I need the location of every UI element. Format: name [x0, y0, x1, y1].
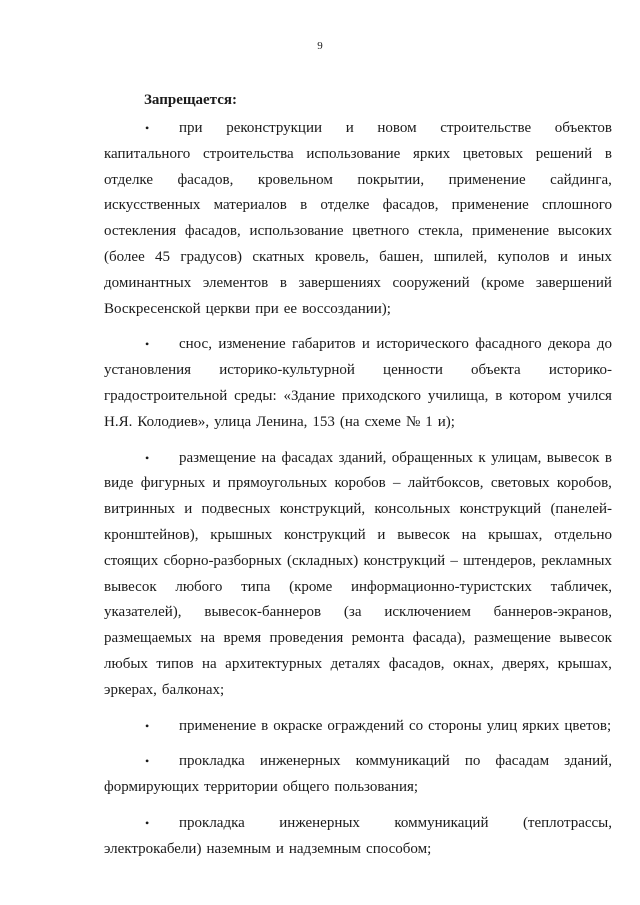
text-line [104, 775, 612, 801]
word: подвесных [201, 501, 271, 518]
word: изменение [218, 336, 286, 353]
word: цветовых [462, 145, 524, 162]
word: коммуникаций [355, 753, 450, 770]
word: конструкций, [279, 501, 366, 518]
word: улиц [486, 717, 518, 734]
list-item [104, 332, 612, 435]
word: размещение [473, 630, 551, 647]
word: штендеров, [463, 552, 537, 569]
word: строительстве [440, 120, 532, 136]
bullet-icon: • [145, 450, 150, 465]
word: сборно-разборных [163, 552, 282, 569]
word: Н.Я. [104, 413, 133, 430]
word: прокладка [179, 753, 245, 770]
word: отделке [104, 171, 154, 188]
text-line [104, 297, 612, 323]
word: крышах, [488, 526, 543, 543]
bullet-icon: • [145, 718, 150, 733]
word: конструкций [284, 526, 366, 543]
word: архитектурных [225, 655, 323, 672]
word: и [275, 840, 284, 857]
text-line [104, 219, 612, 245]
word: надземным [288, 840, 362, 857]
word: кровельном [257, 171, 333, 188]
word: вывесок [546, 449, 600, 466]
word: строительства [202, 145, 294, 162]
word: ярких [412, 145, 451, 162]
text-line [104, 626, 612, 652]
bullet-icon: • [145, 815, 150, 830]
word: фасадов, [177, 171, 234, 188]
list-item [104, 116, 612, 322]
word: и [345, 120, 354, 136]
text-line [104, 193, 612, 219]
word: применение [451, 197, 529, 214]
word: наземным [206, 840, 271, 857]
word: – [450, 552, 458, 569]
word: и [184, 501, 193, 518]
word: по [464, 753, 481, 770]
word: в [261, 717, 269, 734]
list-item [104, 749, 612, 801]
word: ремонта [351, 630, 405, 647]
word: реконструкции [226, 120, 323, 136]
word: габаритов [291, 336, 356, 353]
word: использование [306, 145, 401, 162]
word: окнах, [453, 655, 494, 672]
word: на [461, 526, 477, 543]
word: в [279, 274, 287, 291]
word: любых [104, 655, 148, 672]
text-line [104, 652, 612, 678]
word: воссоздании); [302, 300, 391, 317]
word: применение [448, 171, 526, 188]
word: решений [535, 145, 593, 162]
word: цветов; [564, 717, 612, 734]
word: балконах; [161, 681, 225, 698]
word: башен, [379, 248, 424, 265]
word: территории [204, 779, 278, 796]
word: церкви [205, 300, 251, 317]
word: конструкций [459, 501, 542, 518]
text-line [104, 116, 612, 142]
text-line [104, 271, 612, 297]
word: сайдинга, [550, 171, 612, 188]
word: (на [339, 413, 360, 430]
word: типов [156, 655, 194, 672]
word: типа [241, 578, 271, 595]
word: крышных [210, 526, 273, 543]
word: коробов [334, 475, 386, 492]
word: способом; [366, 840, 432, 857]
word: в [300, 197, 308, 214]
word: в [604, 145, 612, 162]
word: (складных) [286, 552, 359, 569]
word: и [377, 526, 386, 543]
word: завершений [535, 274, 612, 291]
word: объектов [554, 120, 612, 136]
word: фасадного [475, 336, 542, 353]
word: цветного [352, 223, 410, 240]
text-line [104, 245, 612, 271]
word: и); [437, 413, 455, 430]
word: окраске [273, 717, 323, 734]
word: и [361, 336, 370, 353]
word: скатных [252, 248, 305, 265]
word: рекламных [541, 552, 612, 569]
word: световых [490, 475, 550, 492]
text-line [104, 168, 612, 194]
word: лайтбоксов, [407, 475, 484, 492]
word: зданий, [564, 753, 612, 770]
text-line [104, 523, 612, 549]
word: (за [343, 604, 362, 621]
word: формирующих [104, 779, 200, 796]
word: объекта [471, 362, 521, 379]
word: вывесок [559, 630, 612, 647]
page-number: 9 [317, 40, 323, 52]
bullet-icon: • [145, 121, 150, 135]
text-line [104, 714, 612, 740]
word: отделке [320, 197, 370, 214]
word: (панелей- [550, 501, 612, 518]
word: коробов, [556, 475, 612, 492]
word: Колодиев», [137, 413, 210, 430]
word: фасадах [281, 449, 334, 466]
word: применение [179, 717, 257, 734]
word: сооружений [392, 274, 470, 291]
text-line [104, 600, 612, 626]
word: стоящих [104, 552, 159, 569]
text-line [104, 837, 612, 863]
word: размещаемых [104, 630, 192, 647]
word: размещение [179, 449, 256, 466]
word: высоких [557, 223, 612, 240]
text-line [104, 497, 612, 523]
word: куполов [497, 248, 550, 265]
word: Ленина, [256, 413, 308, 430]
word: время [223, 630, 262, 647]
word: прямоугольных [227, 475, 328, 492]
word: 45 [155, 248, 171, 265]
word: снос, [179, 336, 212, 353]
word: крышах, [557, 655, 612, 672]
word: в [604, 449, 612, 466]
word: и [559, 248, 568, 265]
text-line [104, 446, 612, 472]
word: стекла, [418, 223, 464, 240]
word: фасадов, [388, 655, 445, 672]
word: вывесок [104, 578, 157, 595]
word: инженерных [279, 814, 360, 831]
word: на [200, 630, 216, 647]
bullet-icon: • [145, 754, 150, 769]
word: фасадов, [184, 223, 241, 240]
word: при [179, 120, 203, 136]
list-item [104, 714, 612, 740]
word: среды: [234, 387, 277, 404]
list-item [104, 811, 612, 863]
text-line [104, 410, 612, 436]
word: инженерных [259, 753, 341, 770]
word: до [596, 336, 612, 353]
word: градусов) [180, 248, 243, 265]
word: шпилей, [433, 248, 488, 265]
word: зданий, [338, 449, 387, 466]
word: (более [104, 248, 145, 265]
word: консольных [374, 501, 451, 518]
bullet-icon: • [145, 337, 150, 352]
word: «Здание [283, 387, 336, 404]
word: деталях [330, 655, 381, 672]
word: любого [175, 578, 223, 595]
word: применение [471, 223, 550, 240]
word: на [261, 449, 277, 466]
text-line [104, 471, 612, 497]
word: отдельно [554, 526, 612, 543]
word: – [392, 475, 401, 492]
text-line [104, 332, 612, 358]
word: со [408, 717, 424, 734]
word: пользования; [334, 779, 419, 796]
word: искусственных [104, 197, 201, 214]
word: вывесок-баннеров [204, 604, 322, 621]
word: исключением [384, 604, 471, 621]
word: училища, [427, 387, 489, 404]
word: улица [214, 413, 252, 430]
word: табличек, [550, 578, 612, 595]
word: схеме [364, 413, 401, 430]
word: обращенных [391, 449, 473, 466]
word: кронштейнов), [104, 526, 199, 543]
word: указателей), [104, 604, 182, 621]
word: покрытии, [357, 171, 425, 188]
word: улицам, [491, 449, 542, 466]
word: (кроме [289, 578, 333, 595]
text-line [104, 749, 612, 775]
word: № [405, 413, 421, 430]
word: 1 [425, 413, 433, 430]
word: (теплотрассы, [522, 814, 612, 831]
word: доминантных [104, 274, 192, 291]
text-line [104, 384, 612, 410]
word: и [212, 475, 221, 492]
word: новом [377, 120, 417, 136]
word: ее [283, 300, 298, 317]
word: информационно-туристских [350, 578, 532, 595]
word: фасадам [495, 753, 550, 770]
word: фигурных [140, 475, 206, 492]
word: ярких [522, 717, 560, 734]
word: использование [249, 223, 344, 240]
word: фасада), [412, 630, 466, 647]
word: Воскресенской [104, 300, 201, 317]
word: при [255, 300, 279, 317]
text-line [104, 678, 612, 704]
word: фасадов, [382, 197, 439, 214]
word: приходского [341, 387, 422, 404]
word: ограждений [327, 717, 404, 734]
word: прокладка [179, 814, 245, 831]
word: иных [578, 248, 612, 265]
word: вывесок [397, 526, 450, 543]
text-line [104, 358, 612, 384]
word: виде [104, 475, 134, 492]
word: на [202, 655, 217, 672]
word: декора [547, 336, 591, 353]
word: конструкций [363, 552, 446, 569]
word: материалов [213, 197, 287, 214]
word: градостроительной [104, 387, 228, 404]
word: стороны [428, 717, 482, 734]
word: баннеров-экранов, [493, 604, 612, 621]
word: проведения [269, 630, 344, 647]
section-heading: Запрещается: [144, 92, 238, 108]
word: завершениях [298, 274, 381, 291]
text-line [104, 811, 612, 837]
word: эркерах, [104, 681, 157, 698]
word: дверях, [502, 655, 550, 672]
word: кровель, [314, 248, 369, 265]
word: (кроме [481, 274, 525, 291]
word: общего [282, 779, 330, 796]
list-item [104, 446, 612, 704]
word: учился [567, 387, 612, 404]
word: элементов [202, 274, 269, 291]
word: электрокабели) [104, 840, 202, 857]
word: исторического [376, 336, 469, 353]
word: остекления [104, 223, 177, 240]
word: витринных [104, 501, 176, 518]
word: котором [509, 387, 561, 404]
word: установления [104, 362, 192, 379]
word: сплошного [541, 197, 612, 214]
prohibitions-list [104, 116, 612, 873]
text-line [104, 575, 612, 601]
word: капитального [104, 145, 191, 162]
word: историко-культурной [219, 362, 355, 379]
text-line [104, 142, 612, 168]
word: 153 [312, 413, 335, 430]
text-line [104, 549, 612, 575]
word: коммуникаций [394, 814, 489, 831]
word: ценности [383, 362, 443, 379]
word: к [478, 449, 486, 466]
word: историко- [548, 362, 612, 379]
word: в [495, 387, 503, 404]
